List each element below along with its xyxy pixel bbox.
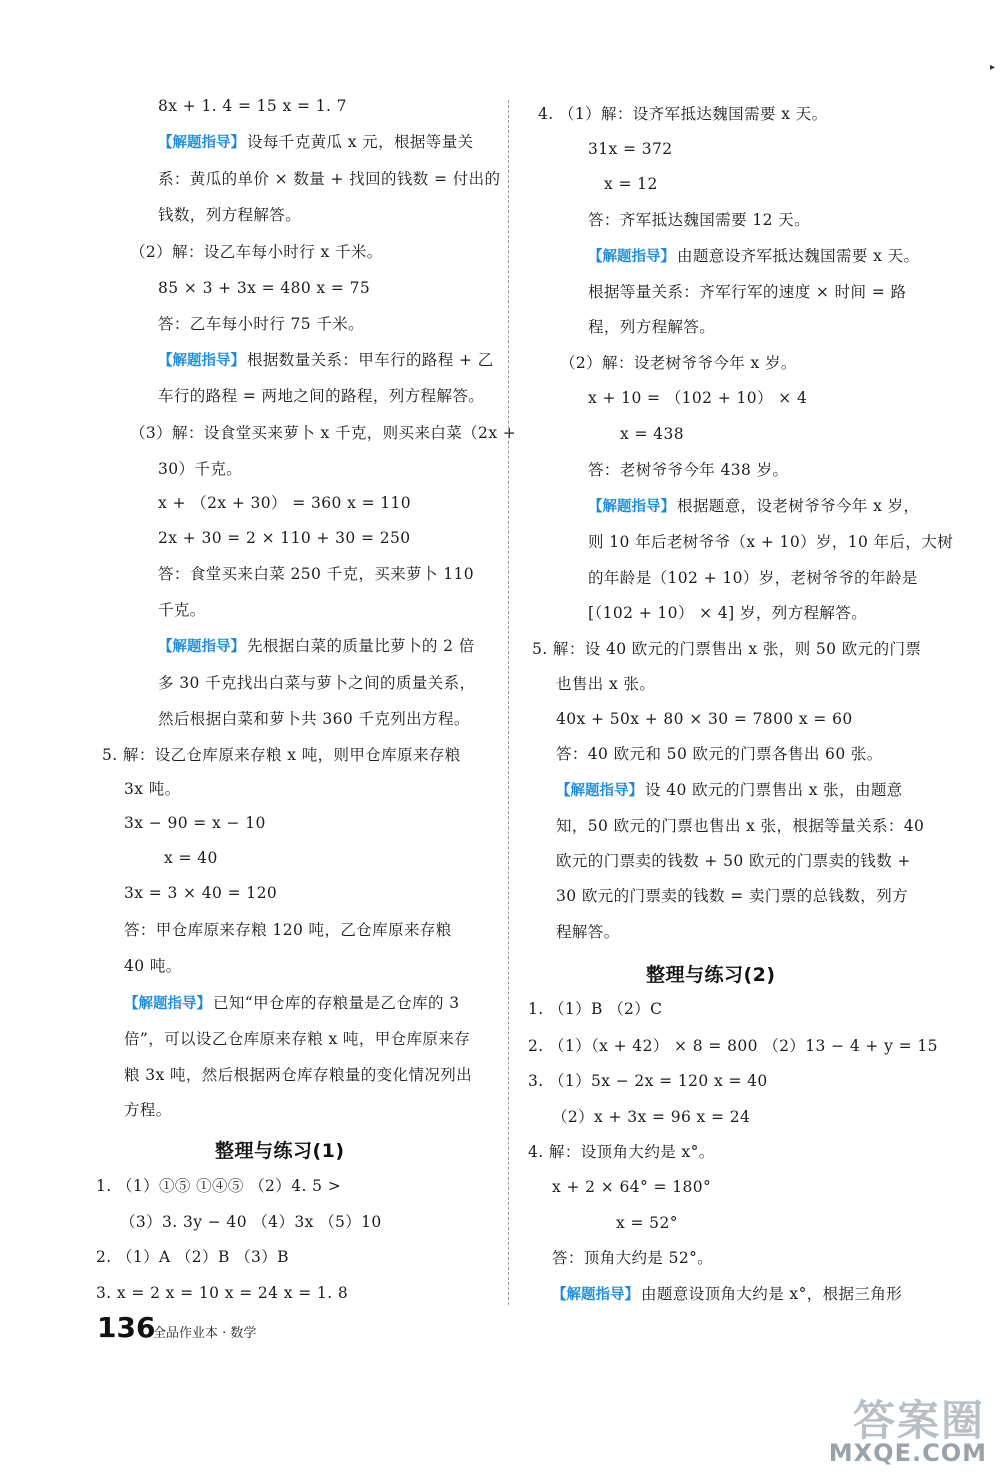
- answer-text: 30 欧元的门票卖的钱数 = 卖门票的总钱数，列方: [556, 887, 908, 905]
- answer-line: [616, 1213, 678, 1233]
- answer-text: 车行的路程 = 两地之间的路程，列方程解答。: [158, 387, 485, 405]
- answer-text: 设每千克黄瓜 x 元，根据等量关: [247, 133, 474, 151]
- answer-line: [102, 745, 461, 765]
- answer-line: [552, 1248, 713, 1268]
- answer-text: 程，列方程解答。: [588, 318, 716, 336]
- answer-text: 答：食堂买来白菜 250 千克，买来萝卜 110: [158, 565, 475, 583]
- answer-line: [588, 460, 788, 480]
- answer-line: [588, 246, 919, 267]
- answer-text: 倍”，可以设乙仓库原来存粮 x 吨，甲仓库原来存: [124, 1030, 471, 1048]
- answer-text: （3）3. 3y − 40 （4）3x （5）10: [120, 1213, 382, 1231]
- answer-text: （2）x + 3x = 96 x = 24: [552, 1108, 751, 1126]
- watermark-logo: [790, 1388, 995, 1473]
- answer-text: x = 40: [164, 849, 218, 867]
- answer-line: [124, 1065, 472, 1085]
- answer-line: [556, 886, 908, 906]
- answer-text: 然后根据白菜和萝卜共 360 千克列出方程。: [158, 710, 470, 728]
- answer-text: 根据题意，设老树爷爷今年 x 岁，: [677, 497, 920, 515]
- answer-text: 设 40 欧元的门票售出 x 张，由题意: [645, 781, 903, 799]
- answer-text: 31x = 372: [588, 140, 673, 158]
- answer-text: 5. 解：设乙仓库原来存粮 x 吨，则甲仓库原来存粮: [102, 746, 461, 764]
- answer-line: [528, 1036, 938, 1056]
- answer-line: [538, 104, 827, 124]
- answer-text: 40 吨。: [124, 957, 182, 975]
- answer-line: [158, 278, 370, 298]
- page-number: 136: [97, 1311, 156, 1344]
- answer-text: （2）解：设老树爷爷今年 x 岁。: [560, 354, 797, 372]
- answer-text: x = 438: [620, 425, 684, 443]
- answer-text: 1. （1）B （2）C: [528, 1000, 663, 1018]
- answer-line: [588, 388, 807, 408]
- answer-text: 答：40 欧元和 50 欧元的门票各售出 60 张。: [556, 745, 883, 763]
- answer-text: 3x 吨。: [124, 780, 181, 798]
- answer-line: [588, 282, 906, 302]
- answer-line: [158, 600, 206, 620]
- answer-text: 8x + 1. 4 = 15 x = 1. 7: [158, 97, 347, 115]
- answer-text: 钱数，列方程解答。: [158, 206, 302, 224]
- answer-line: [588, 317, 715, 337]
- guide-tag: 【解题指导】: [158, 135, 245, 151]
- answer-text: 欧元的门票卖的钱数 + 50 欧元的门票卖的钱数 +: [556, 852, 911, 870]
- answer-text: 3x = 3 × 40 = 120: [124, 884, 278, 902]
- answer-text: 3x − 90 = x − 10: [124, 814, 266, 832]
- answer-line: [588, 532, 953, 552]
- guide-tag: 【解题指导】: [552, 1287, 639, 1303]
- answer-line: [124, 993, 460, 1014]
- answer-line: [124, 883, 277, 903]
- answer-text: 根据数量关系：甲车行的路程 + 乙: [247, 351, 494, 369]
- answer-text: 30）千克。: [158, 460, 243, 478]
- answer-line: [620, 424, 684, 444]
- answer-line: [588, 139, 673, 159]
- answer-line: [588, 496, 919, 517]
- answer-line: [164, 848, 218, 868]
- section-title-left: 整理与练习(1): [215, 1140, 345, 1162]
- answer-text: 40x + 50x + 80 × 30 = 7800 x = 60: [556, 710, 853, 728]
- answer-line: [158, 386, 484, 406]
- answer-line: [158, 350, 494, 371]
- answer-line: [560, 353, 797, 373]
- guide-tag: 【解题指导】: [158, 353, 245, 369]
- answer-line: [124, 1100, 172, 1120]
- answer-text: 先根据白菜的质量比萝卜的 2 倍: [247, 637, 475, 655]
- answer-line: [552, 1284, 902, 1305]
- answer-text: 根据等量关系：齐军行军的速度 × 时间 = 路: [588, 283, 907, 301]
- answer-text: 答：老树爷爷今年 438 岁。: [588, 461, 789, 479]
- answer-text: 答：甲仓库原来存粮 120 吨，乙仓库原来存粮: [124, 921, 452, 939]
- answer-text: 2. （1）（x + 42） × 8 = 800 （2）13 − 4 + y = 15: [528, 1037, 938, 1055]
- answer-line: [158, 96, 347, 116]
- answer-line: [158, 673, 475, 693]
- section-title-right: 整理与练习(2): [646, 964, 776, 986]
- answer-line: [556, 709, 853, 729]
- answer-text: 3. （1）5x − 2x = 120 x = 40: [528, 1072, 768, 1090]
- answer-text: 千克。: [158, 601, 206, 619]
- answer-line: [158, 709, 470, 729]
- answer-text: 85 × 3 + 3x = 480 x = 75: [158, 279, 371, 297]
- guide-tag: 【解题指导】: [158, 639, 245, 655]
- answer-line: [588, 210, 810, 230]
- answer-text: 多 30 千克找出白菜与萝卜之间的质量关系，: [158, 674, 476, 692]
- answer-line: [120, 1212, 382, 1232]
- answer-text: 知，50 欧元的门票也售出 x 张，根据等量关系：40: [556, 817, 925, 835]
- watermark-big-text: 答案圈: [852, 1396, 985, 1445]
- answer-text: 2x + 30 = 2 × 110 + 30 = 250: [158, 529, 411, 547]
- answer-line: [528, 1071, 768, 1091]
- watermark-url: MXQE.COM: [828, 1439, 987, 1467]
- answer-text: 由题意设顶角大约是 x°，根据三角形: [641, 1285, 903, 1303]
- corner-mark: ▸: [990, 62, 996, 73]
- answer-line: [158, 205, 301, 225]
- answer-text: 的年龄是（102 + 10）岁，老树爷爷的年龄是: [588, 569, 918, 587]
- answer-line: [158, 636, 475, 657]
- answer-text: 粮 3x 吨，然后根据两仓库存粮量的变化情况列出: [124, 1066, 473, 1084]
- answer-line: [158, 169, 500, 189]
- answer-line: [158, 132, 474, 153]
- answer-line: [130, 423, 516, 443]
- answer-line: [556, 744, 883, 764]
- guide-tag: 【解题指导】: [588, 249, 675, 265]
- guide-tag: 【解题指导】: [556, 783, 643, 799]
- answer-line: [552, 1177, 711, 1197]
- answer-line: [158, 314, 364, 334]
- answer-line: [158, 564, 474, 584]
- answer-line: [158, 459, 242, 479]
- answer-text: 已知“甲仓库的存粮量是乙仓库的 3: [213, 994, 460, 1012]
- answer-text: 5. 解：设 40 欧元的门票售出 x 张，则 50 欧元的门票: [532, 640, 922, 658]
- answer-text: 4. 解：设顶角大约是 x°。: [528, 1143, 715, 1161]
- guide-tag: 【解题指导】: [124, 996, 211, 1012]
- answer-text: 答：齐军抵达魏国需要 12 天。: [588, 211, 810, 229]
- answer-line: [556, 851, 911, 871]
- answer-line: [528, 999, 662, 1019]
- answer-text: （2）解：设乙车每小时行 x 千米。: [130, 243, 383, 261]
- answer-line: [556, 780, 903, 801]
- answer-text: x + 10 = （102 + 10） × 4: [588, 389, 808, 407]
- book-name: 全品作业本 · 数学: [153, 1326, 257, 1341]
- answer-line: [158, 528, 411, 548]
- answer-line: [528, 1142, 715, 1162]
- answer-line: [604, 174, 658, 194]
- answer-line: [552, 1107, 750, 1127]
- answer-line: [124, 1029, 470, 1049]
- answer-line: [124, 779, 181, 799]
- answer-text: x + （2x + 30） = 360 x = 110: [158, 494, 412, 512]
- answer-text: 2. （1）A （2）B （3）B: [96, 1248, 289, 1266]
- answer-line: [130, 242, 383, 262]
- answer-text: x = 52°: [616, 1214, 678, 1232]
- answer-line: [96, 1247, 289, 1267]
- answer-text: 4. （1）解：设齐军抵达魏国需要 x 天。: [538, 105, 828, 123]
- answer-line: [124, 813, 266, 833]
- answer-text: [（102 + 10） × 4] 岁，列方程解答。: [588, 604, 868, 622]
- answer-line: [556, 674, 655, 694]
- answer-line: [124, 956, 182, 976]
- answer-text: （3）解：设食堂买来萝卜 x 千克，则买来白菜（2x +: [130, 424, 517, 442]
- answer-line: [96, 1176, 341, 1196]
- answer-text: x + 2 × 64° = 180°: [552, 1178, 712, 1196]
- guide-tag: 【解题指导】: [588, 499, 675, 515]
- answer-line: [588, 568, 918, 588]
- answer-text: 也售出 x 张。: [556, 675, 656, 693]
- answer-text: 3. x = 2 x = 10 x = 24 x = 1. 8: [96, 1284, 349, 1302]
- answer-text: 程解答。: [556, 923, 620, 941]
- answer-text: 方程。: [124, 1101, 172, 1119]
- answer-text: 答：顶角大约是 52°。: [552, 1249, 714, 1267]
- column-divider: [508, 100, 509, 1305]
- answer-text: 则 10 年后老树爷爷（x + 10）岁，10 年后，大树: [588, 533, 954, 551]
- answer-text: 由题意设齐军抵达魏国需要 x 天。: [677, 247, 920, 265]
- answer-line: [124, 920, 452, 940]
- answer-line: [96, 1283, 348, 1303]
- answer-text: 答：乙车每小时行 75 千米。: [158, 315, 365, 333]
- answer-text: 系：黄瓜的单价 × 数量 + 找回的钱数 = 付出的: [158, 170, 501, 188]
- answer-line: [556, 816, 924, 836]
- answer-line: [532, 639, 921, 659]
- answer-line: [158, 493, 411, 513]
- answer-text: 1. （1）①⑤ ①④⑤ （2）4. 5 >: [96, 1177, 342, 1195]
- answer-line: [556, 922, 620, 942]
- answer-line: [588, 603, 867, 623]
- answer-text: x = 12: [604, 175, 658, 193]
